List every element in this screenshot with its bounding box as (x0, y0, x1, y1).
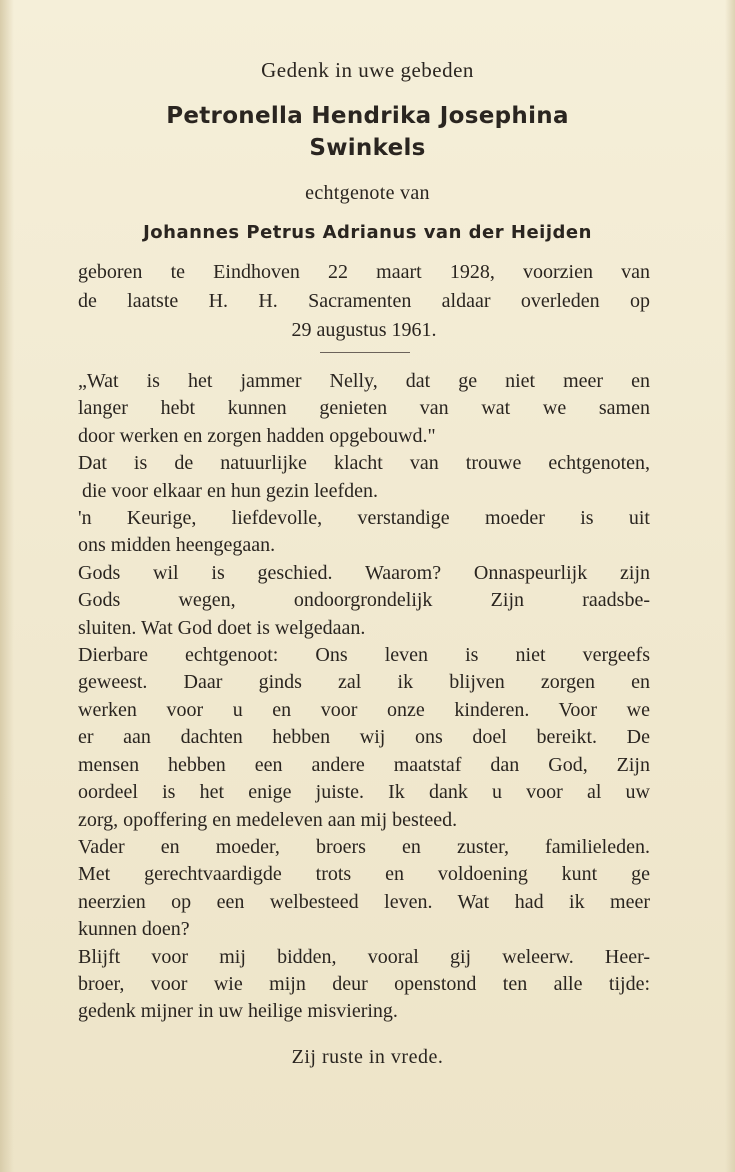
deceased-name (0, 100, 735, 164)
text-line: Dierbare echtgenoot: Ons leven is niet vergeefs (78, 644, 650, 667)
text-line: kunnen doen? (78, 918, 190, 941)
text-line: „Wat is het jammer Nelly, dat ge niet meer en (78, 370, 650, 392)
text-line: geweest. Daar ginds zal ik blijven zorgen en (78, 671, 650, 694)
text-line: broer, voor wie mijn deur openstond ten alle tijde: (78, 972, 650, 995)
memorial-text (78, 368, 650, 1026)
text-line: werken voor u en voor onze kinderen. Voor we (78, 698, 650, 721)
spouse-name: Johannes Petrus Adrianus van der Heijden (143, 222, 592, 243)
text-line: Met gerechtvaardigde trots en voldoening kunt ge (78, 863, 650, 886)
text-line: door werken en zorgen hadden opgebouwd." (78, 424, 436, 447)
deceased-name-line-1: Petronella Hendrika Josephina (166, 103, 569, 129)
text-line: Dat is de natuurlijke klacht van trouwe echtgenoten, (78, 452, 650, 475)
bio-line: de laatste H. H. Sacramenten aldaar overleden op (78, 290, 650, 312)
bio-line: geboren te Eindhoven 22 maart 1928, voorzien van (78, 261, 650, 283)
closing-line: Zij ruste in vrede. (291, 1046, 444, 1068)
text-line: er aan dachten hebben wij ons doel bereikt. De (78, 726, 650, 749)
text-line: neerzien op een welbesteed leven. Wat had ik meer (78, 890, 650, 913)
deceased-name-line-2: Swinkels (309, 135, 426, 161)
text-line: gedenk mijner in uw heilige misviering. (78, 1000, 398, 1023)
text-line: ons midden heengegaan. (78, 534, 276, 557)
text-line: zorg, opoffering en medeleven aan mij besteed. (78, 808, 458, 831)
spouse-label: echtgenote van (305, 182, 430, 204)
text-line: sluiten. Wat God doet is welgedaan. (78, 616, 366, 639)
text-line: langer hebt kunnen genieten van wat we samen (78, 397, 650, 420)
card-header: Gedenk in uwe gebeden (261, 58, 474, 82)
text-line: 'n Keurige, liefdevolle, verstandige moeder is uit (78, 507, 650, 530)
text-line: Vader en moeder, broers en zuster, familieleden. (78, 835, 650, 858)
divider-rule (320, 352, 410, 353)
bio-line: 29 augustus 1961. (291, 319, 437, 341)
text-line: mensen hebben een andere maatstaf dan God, Zijn (78, 753, 650, 776)
biography (78, 258, 650, 345)
text-line: Gods wil is geschied. Waarom? Onnaspeurlijk zijn (78, 561, 650, 584)
text-line: oordeel is het enige juiste. Ik dank u voor al uw (78, 781, 650, 804)
text-line: Gods wegen, ondoorgrondelijk Zijn raadsbe- (78, 589, 650, 612)
text-line: Blijft voor mij bidden, vooral gij weleerw. Heer- (78, 945, 650, 968)
text-line: die voor elkaar en hun gezin leefden. (82, 479, 378, 502)
